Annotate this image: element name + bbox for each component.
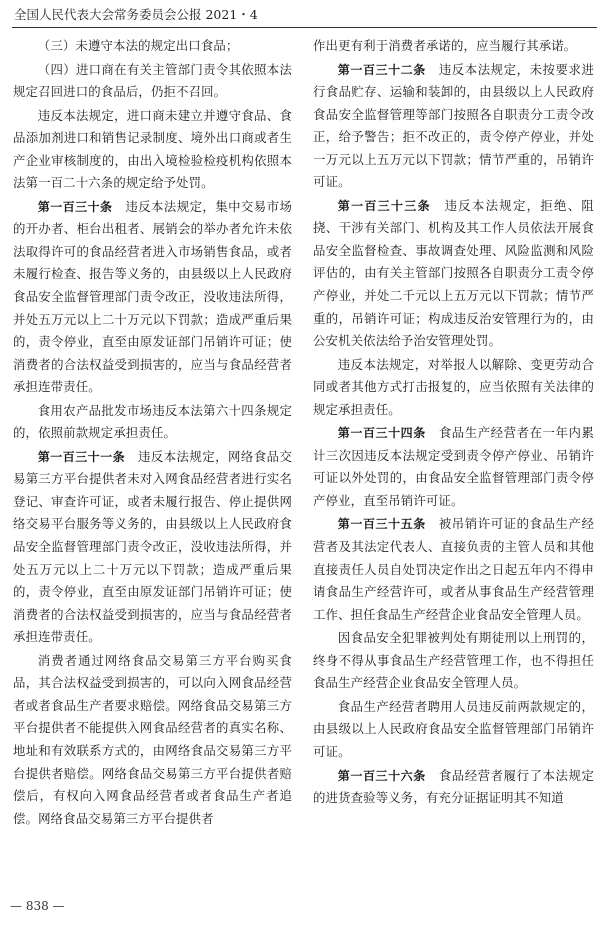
article-heading: 第一百三十五条 [337, 517, 426, 532]
article-text: 违反本法规定，未按要求进行食品贮存、运输和装卸的，由县级以上人民政府食品安全监督管理等部门按照各自职责分工责令改正，给予警告；拒不改正的，责令停产停业，并处一万元以上五万元以下罚款；情节严重的，吊销许可证。 [313, 61, 594, 190]
publication-title: 全国人民代表大会常务委员会公报 2021・4 [14, 7, 258, 22]
article-heading: 第一百三十二条 [337, 62, 426, 77]
left-column [13, 35, 292, 881]
paragraph: 食用农产品批发市场违反本法第六十四条规定的，依照前款规定承担责任。 [13, 402, 292, 441]
article-paragraph [313, 59, 594, 194]
page-header [14, 4, 594, 26]
paragraph: 违反本法规定，对举报人以解除、变更劳动合同或者其他方式打击报复的，应当依照有关法律的规定承担责任。 [313, 356, 594, 417]
paragraph: （三）未遵守本法的规定出口食品； [37, 38, 239, 53]
article-text: 违反本法规定，集中交易市场的开办者、柜台出租者、展销会的举办者允许未依法取得许可的食品经营者进入市场销售食品，或者未履行检查、报告等义务的，由县级以上人民政府食品安全监督管理部门责令改正，没收违法所得，并处五万元以上二十万元以下罚款；造成严重后果的，责令停业，直至由原发证部门吊销许可证；使消费者的合法权益受到损害的，应当与食品经营者承担连带责任。 [13, 198, 292, 395]
article-heading: 第一百三十一条 [37, 449, 126, 464]
article-heading: 第一百三十条 [37, 199, 113, 214]
article-paragraph [313, 195, 594, 353]
right-column [313, 35, 594, 881]
continued-paragraph: 作出更有利于消费者承诺的，应当履行其承诺。 [313, 38, 577, 53]
article-heading: 第一百三十六条 [337, 768, 426, 783]
article-paragraph [313, 422, 594, 512]
header-divider [12, 27, 597, 28]
article-heading: 第一百三十四条 [337, 426, 426, 441]
article-paragraph [13, 196, 292, 399]
page-number: — 838 — [10, 899, 65, 913]
page-footer [10, 895, 65, 917]
article-text: 被吊销许可证的食品生产经营者及其法定代表人、直接负责的主管人员和其他直接责任人员自处罚决定作出之日起五年内不得申请食品生产经营许可，或者从事食品生产经营管理工作、担任食品生产经营企业食品安全管理人员。 [313, 516, 594, 622]
article-text: 违反本法规定，拒绝、阻挠、干涉有关部门、机构及其工作人员依法开展食品安全监督检查、事故调查处理、风险监测和风险评估的，由有关主管部门按照各自职责分工责令停产停业，并处二千元以上五万元以下罚款；情节严重的，吊销许可证；构成违反治安管理行为的，由公安机关依法给予治安管理处罚。 [313, 197, 594, 349]
article-paragraph [313, 513, 594, 626]
article-heading: 第一百三十三条 [337, 198, 431, 213]
article-paragraph [313, 765, 594, 810]
paragraph: 消费者通过网络食品交易第三方平台购买食品，其合法权益受到损害的，可以向入网食品经营者或者食品生产者要求赔偿。网络食品交易第三方平台提供者不能提供入网食品经营者的真实名称、地址和有效联系方式的，由网络食品交易第三方平台提供者赔偿。网络食品交易第三方平台提供者赔偿后，有权向入网食品经营者或者食品生产者追偿。网络食品交易第三方平台提供者 [13, 652, 292, 826]
paragraph: 食品生产经营者聘用人员违反前两款规定的，由县级以上人民政府食品安全监督管理部门吊销许可证。 [313, 698, 594, 759]
paragraph: 因食品安全犯罪被判处有期徒刑以上刑罚的，终身不得从事食品生产经营管理工作，也不得担任食品生产经营企业食品安全管理人员。 [313, 630, 594, 691]
article-text: 违反本法规定，网络食品交易第三方平台提供者未对入网食品经营者进行实名登记、审查许可证，或者未履行报告、停止提供网络交易平台服务等义务的，由县级以上人民政府食品安全监督管理部门责令改正，没收违法所得，并处五万元以上二十万元以下罚款；造成严重后果的，责令停业，直至由原发证部门吊销许可证；使消费者的合法权益受到损害的，应当与食品经营者承担连带责任。 [13, 448, 292, 645]
paragraph: （四）进口商在有关主管部门责令其依照本法规定召回进口的食品后，仍拒不召回。 [13, 61, 292, 100]
paragraph: 违反本法规定，进口商未建立并遵守食品、食品添加剂进口和销售记录制度、境外出口商或者生产企业审核制度的，由出入境检验检疫机构依照本法第一百二十六条的规定给予处罚。 [13, 107, 292, 191]
article-text: 食品经营者履行了本法规定的进货查验等义务，有充分证据证明其不知道 [313, 767, 594, 806]
article-text: 食品生产经营者在一年内累计三次因违反本法规定受到责令停产停业、吊销许可证以外处罚的，由食品安全监督管理部门责令停产停业，直至吊销许可证。 [313, 425, 594, 508]
article-paragraph [13, 446, 292, 649]
